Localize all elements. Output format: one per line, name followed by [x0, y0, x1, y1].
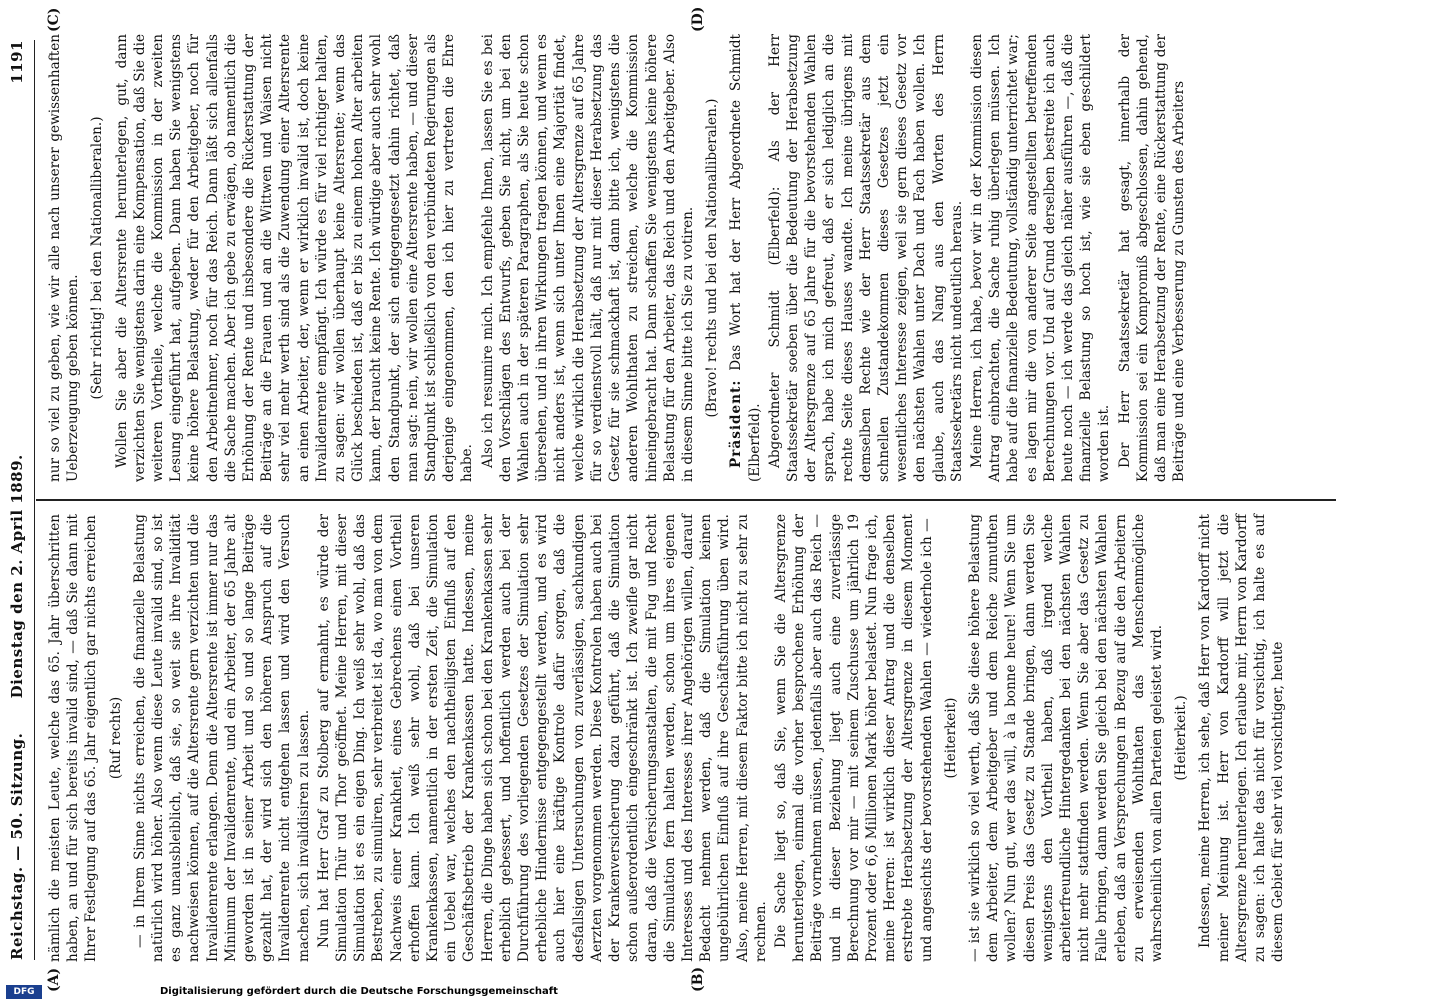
paragraph — [113, 34, 477, 482]
paragraph — [727, 34, 763, 482]
paragraph-text: Nun hat Herr Graf zu Stolberg auf ermahnt, es würde der Simulation Thür und Thor geöffnet. Meine Herren, mit dieser Simulation ist es ein eigen Ding. Ich weiß sehr wohl, daß das Bestreben, zu simuliren, sehr verbreitet ist da, wo man von dem Nachweis einer Krankheit, eines Gebrechens einen Vortheil erhoffen kann. Ich weiß sehr wohl, daß bei unseren Krankenkassen, namentlich in der ersten Zeit, die Simulation ein Uebel war, welches den nachtheiligsten Einfluß auf den Geschäftsbetrieb der Krankenkassen hatte. Indessen, meine Herren, die Dinge haben sich schon bei den Krankenkassen sehr erheblich gebessert, und hoffentlich werden auch bei der Durchführung des vorliegenden Gesetzes der Simulation sehr erhebliche Hindernisse entgegengestellt werden, und es wird auch hier eine kräftige Kontrole dafür sorgen, daß die desfallsigen Untersuchungen von zuverlässigen, sachkundigen Aerzten vorgenommen werden. Diese Kontrolen haben auch bei der Krankenversicherung dazu geführt, daß die Simulation schon außerordentlich eingeschränkt ist. Ich zweifle gar nicht daran, daß die Versicherungsanstalten, die mit Fug und Recht die Simulation fern halten werden, schon um ihres eigenen Interesses und des Interesses ihrer Angehörigen willen, darauf Bedacht nehmen werden, daß die Simulation keinen ungebührlichen Einfluß auf ihre Geschäftsführung üben wird. Also, meine Herren, mit diesem Faktor bitte ich nicht zu sehr zu rechnen. — [315, 514, 769, 962]
paragraph — [46, 514, 101, 962]
paragraph — [315, 514, 770, 962]
interjection — [942, 514, 960, 962]
interjection — [1172, 514, 1190, 962]
paragraph-text: — in Ihrem Sinne nichts erreichen, die finanzielle Belastung natürlich wird höher. Also wenn diese Leute invalid sind, so ist es ganz unausbleiblich, daß sie, so weit sie ihre Invalidität nachweisen können, auf die Altersrente gern verzichten und die Invalidenrente erlangen. Denn die Altersrente ist immer nur das Minimum der Invalidenrente, und ein Arbeiter, der 65 Jahre alt geworden ist in seiner Arbeit und so und so lange Beiträge gezahlt hat, der wird sich den höheren Anspruch auf die Invalidenrente nicht entgehen lassen und wird den Versuch machen, sich invalidisiren zu lassen. — [131, 514, 312, 962]
paragraph-text: (Heiterkeit.) — [1173, 695, 1190, 781]
page-header — [8, 40, 34, 960]
paragraph-text: (Heiterkeit) — [942, 697, 959, 779]
paragraph — [131, 514, 313, 962]
paragraph — [1196, 514, 1287, 962]
paragraph-text: (Ruf rechts) — [107, 696, 124, 780]
paragraph-text: Der Herr Staatssekretär hat gesagt, innerhalb der Kommission sei ein Kompromiß abgeschlossen, dahin gehend, daß man eine Herabsetzung der Rente, eine Rückerstattung der Beiträge und eine Verbesserung zu Gunsten des Arbeiters — [1116, 34, 1188, 482]
paragraph-text: Also ich resumire mich. Ich empfehle Ihnen, lassen Sie es bei den Vorschlägen des Entwurfs, geben Sie nicht, um bei den Wahlen auch in der späteren Paragraphen, als Sie heute schon übersehen, und in ihren Wirkungen tragen können, und wenn es nicht anders ist, wenn sich unter Ihnen eine Majorität findet, welche wirklich die Herabsetzung der Altersgrenze auf 65 Jahre für so verdienstvoll hält, daß nur mit dieser Herabsetzung das Gesetz für sie schmackhaft ist, dann bitte ich, wenigstens die anderen Wohlthaten zu streichen, welche die Kommission hineingebracht hat. Dann schaffen Sie wenigstens keine höhere Belastung für den Arbeiter, das Reich und den Arbeitgeber. Also in diesem Sinne bitte ich Sie zu votiren. — [479, 34, 696, 482]
header-date: Dienstag den 2. April 1889. — [8, 454, 26, 699]
margin-mark-d: (D) — [690, 6, 706, 32]
margin-mark-c: (C) — [46, 7, 62, 32]
paragraph-text: nämlich die meisten Leute, welche das 65. Jahr überschritten haben, an und für sich bereits invalid sind, — daß Sie dann mit Ihrer Festlegung auf das 65. Jahr eigentlich gar nichts erreichen — [47, 514, 100, 962]
footer-credit: Digitalisierung gefördert durch die Deutsche Forschungsgemeinschaft — [160, 986, 558, 997]
paragraph — [966, 514, 1166, 962]
paragraph-text: Indessen, meine Herren, ich sehe, daß Herr von Kardorff nicht meiner Meinung ist. Herr von Kardorff will jetzt die Altersgrenze herunterlegen. Ich erlaube mir, Herrn von Kardorff zu sagen: ich halte das nicht für vorsichtig, ich halte es auf diesem Gebiet für sehr viel vorsichtiger, heute — [1197, 514, 1287, 962]
paragraph-text: nur so viel zu geben, wie wir alle nach unserer gewissenhaften Ueberzeugung geben können. — [47, 34, 82, 482]
column-divider — [36, 499, 1336, 501]
header-left-text: Reichstag. — 50. Sitzung. — [8, 732, 26, 960]
paragraph — [46, 34, 82, 482]
paragraph-text: Das Wort hat der Herr Abgeordnete Schmidt (Elberfeld). — [728, 34, 763, 482]
right-column — [46, 34, 1190, 482]
margin-mark-b: (B) — [690, 966, 706, 992]
paragraph-text: Die Sache liegt so, daß Sie, wenn Sie die Altersgrenze herunterlegen, einmal die vorher besprochene Erhöhung der Beiträge vornehmen müssen, jedenfalls aber auch das Reich — und in dieser Beziehung liegt auch eine zuverlässige Berechnung vor mir — mit seinem Zuschusse um jährlich 19 Prozent oder 6,6 Millionen Mark höher belastet. Nun frage ich, meine Herren: ist wirklich dieser Antrag und die denselben erstrebte Herabsetzung der Altersgrenze in diesem Moment und angesichts der bevorstehenden Wahlen — wiederhole ich — — [772, 514, 935, 962]
interjection — [703, 34, 721, 482]
dfg-logo: DFG — [6, 985, 42, 999]
paragraph-text: (Bravo! rechts und bei den Nationalliberalen.) — [704, 98, 721, 418]
paragraph-text: Abgeordneter Schmidt (Elberfeld): Als der Herr Staatssekretär soeben über die Bedeutung der Herabsetzung der Altersgrenze auf 65 Jahre für die bevorstehenden Wahlen sprach, habe ich mich gefreut, daß er sich lediglich an die rechte Seite dieses Hauses wandte. Ich meine übrigens mit demselben Rechte wie der Herr Staatssekretär aus dem schnellen Zustandekommen dieses Gesetzes jetzt ein wesentliches Interesse zeigen, weil sie gern dieses Gesetz vor den nächsten Wahlen unter Dach und Fach haben wollen. Ich glaube, auch das Nang aus den Worten des Herrn Staatssekretärs nicht undeutlich heraus. — [766, 34, 965, 482]
header-session — [8, 454, 26, 960]
header-rule — [34, 40, 35, 960]
margin-mark-a: (A) — [46, 967, 62, 992]
header-page-number: 1191 — [8, 40, 26, 84]
paragraph — [479, 34, 697, 482]
paragraph — [968, 34, 1114, 482]
interjection — [88, 34, 106, 482]
paragraph — [772, 514, 936, 962]
paragraph — [766, 34, 966, 482]
paragraph — [1116, 34, 1189, 482]
paragraph-text: (Sehr richtig! bei den Nationalliberalen.) — [89, 116, 106, 400]
paragraph-text: Wollen Sie aber die Altersrente herunterlegen, gut, dann verzichten Sie wenigstens darin eine Kompensation, daß Sie die weiteren Vortheile, welche die Kommission in der zweiten Lesung eingeführt hat, aufgeben. Dann haben Sie wenigstens keine höhere Belastung, weder für den Arbeitgeber, noch für den Arbeitnehmer, noch für das Reich. Dann läßt sich allenfalls die Sache machen. Aber ich gebe zu erwägen, ob namentlich die Erhöhung der Rente und insbesondere die Rückerstattung der Beiträge an die Frauen und an die Wittwen und Waisen nicht sehr viel mehr werth sind als die Zuwendung einer Altersrente an einen Arbeiter, der, wenn er wirklich invalid ist, doch keine Invalidenrente empfängt. Ich würde es für viel richtiger halten, zu sagen: wir wollen überhaupt keine Altersrente; wenn das Glück beschieden ist, daß er bis zu einem hohen Alter arbeiten kann, der braucht keine Rente. Ich würdige aber auch sehr wohl den Standpunkt, der sich entgegengesetzt dahin richtet, daß man sagt: nein, wir wollen eine Altersrente haben, — und dieser Standpunkt ist schließlich von den verbündeten Regierungen als derjenige eingenommen, den ich hier zu vertreten die Ehre habe. — [113, 34, 476, 482]
speaker-label: Präsident: — [728, 379, 745, 468]
interjection — [107, 514, 125, 962]
paragraph-text: — ist sie wirklich so viel werth, daß Sie diese höhere Belastung dem Arbeiter, dem Arbeitgeber und dem Reiche zumuthen wollen? Nun gut, wer das will, à la bonne heure! Wenn Sie um diesen Preis das Gesetz zu Stande bringen, dann werden Sie wenigstens den Vortheil haben, daß irgend welche arbeiterfreundliche Hintergedanken bei den nächsten Wahlen nicht mehr stattfinden werden. Wenn Sie aber das Gesetz zu Falle bringen, dann werden Sie gleich bei den nächsten Wahlen erleben, daß an Versprechungen in Bezug auf die den Arbeitern zu erweisenden Wohlthaten das Menschenmögliche wahrscheinlich von allen Parteien geleistet wird. — [966, 514, 1165, 962]
left-column — [46, 514, 1289, 962]
paragraph-text: Meine Herren, ich habe, bevor wir in der Kommission diesen Antrag einbrachten, die Sache ruhig überlegen müssen. Ich habe auf die finanzielle Bedeutung, vollständig unterrichtet war; es lagen mir die von anderer Seite angestellten betreffenden Berechnungen vor. Und auf Grund derselben bestreite ich auch heute noch — ich werde das gleich näher ausführen —, daß die finanzielle Belastung so hoch ist, wie sie eben geschildert worden ist. — [968, 34, 1113, 482]
